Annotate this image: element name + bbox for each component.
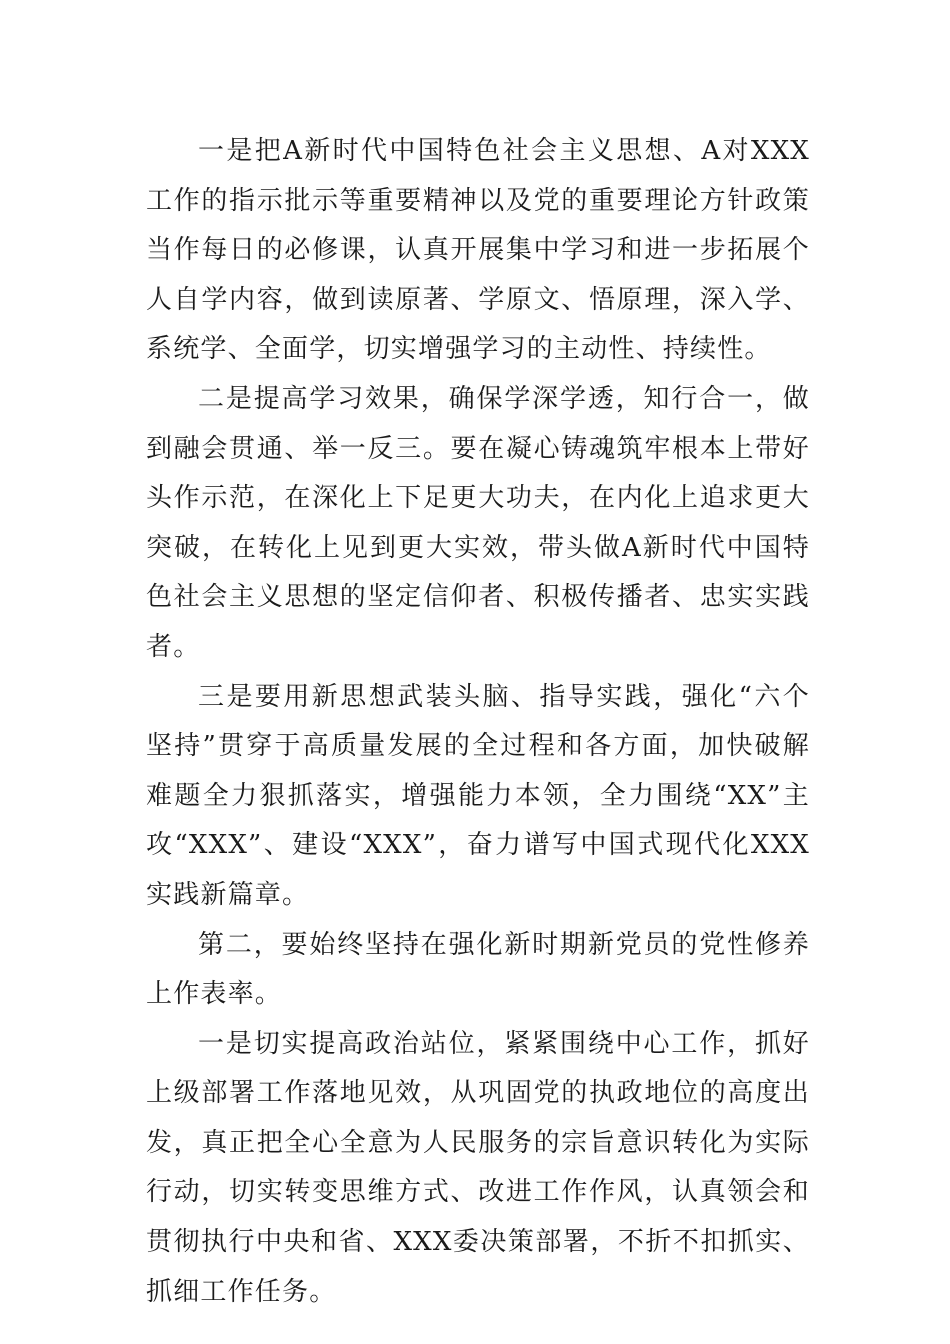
document-body <box>146 127 810 1317</box>
paragraph-3: 三是要用新思想武装头脑、指导实践，强化“六个坚持”贯穿于高质量发展的全过程和各方面，加快破解难题全力狠抓落实，增强能力本领，全力围绕“XX”主攻“XXX”、建设“XXX”，奋力谱写中国式现代化XXX实践新篇章。 <box>146 681 810 910</box>
paragraph-4: 第二，要始终坚持在强化新时期新党员的党性修养上作表率。 <box>146 929 810 1010</box>
paragraph-1: 一是把A新时代中国特色社会主义思想、A对XXX工作的指示批示等重要精神以及党的重要理论方针政策当作每日的必修课，认真开展集中学习和进一步拓展个人自学内容，做到读原著、学原文、悟原理，深入学、系统学、全面学，切实增强学习的主动性、持续性。 <box>146 136 810 365</box>
paragraph-5: 一是切实提高政治站位，紧紧围绕中心工作，抓好上级部署工作落地见效，从巩固党的执政地位的高度出发，真正把全心全意为人民服务的宗旨意识转化为实际行动，切实转变思维方式、改进工作作风，认真领会和贯彻执行中央和省、XXX委决策部署，不折不扣抓实、抓细工作任务。 <box>146 1028 810 1307</box>
paragraph-2: 二是提高学习效果，确保学深学透，知行合一，做到融会贯通、举一反三。要在凝心铸魂筑牢根本上带好头作示范，在深化上下足更大功夫，在内化上追求更大突破，在转化上见到更大实效，带头做A新时代中国特色社会主义思想的坚定信仰者、积极传播者、忠实实践者。 <box>146 383 810 662</box>
